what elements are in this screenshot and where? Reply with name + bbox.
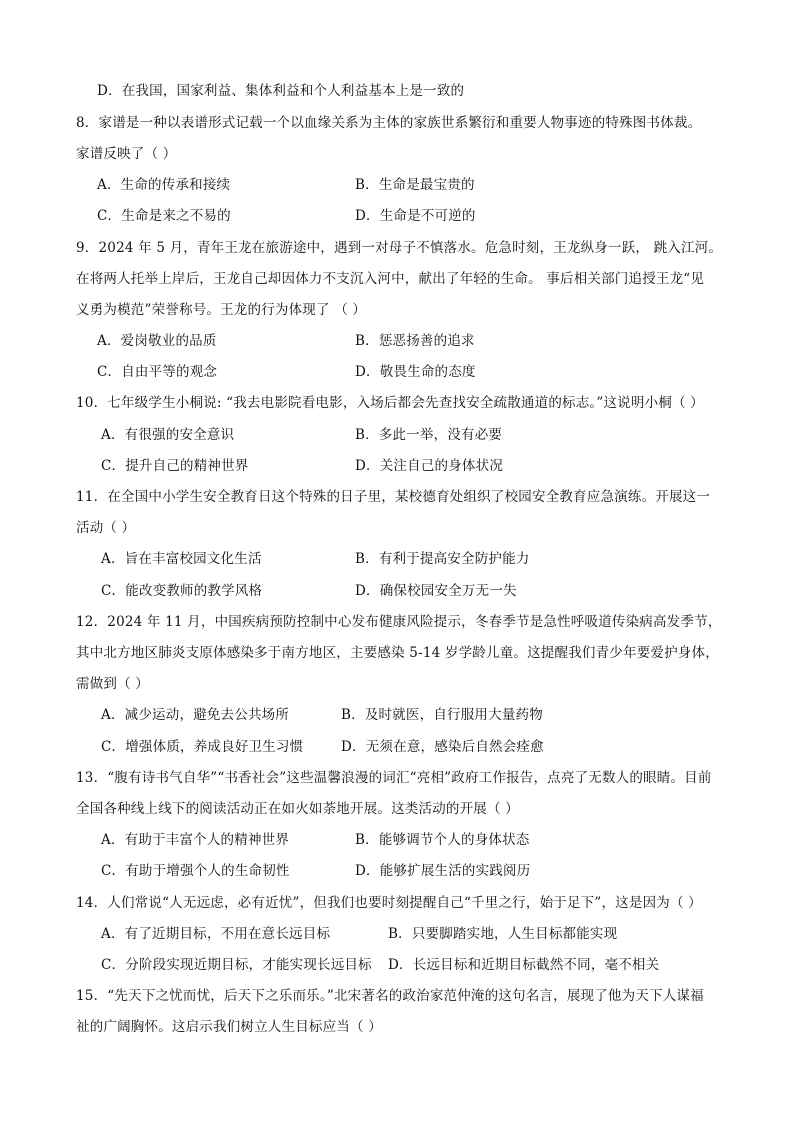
q10-option-b: B．多此一举，没有必要 <box>355 427 503 443</box>
q10-stem: 10．七年级学生小桐说: “我去电影院看电影，入场后都会先查找安全疏散通道的标志。”这说明小桐（ ） <box>76 395 704 411</box>
q12-stem: 需做到（ ） <box>76 676 149 692</box>
q10-option-d: D．关注自己的身体状况 <box>355 458 504 474</box>
q9-option-d: D．敬畏生命的态度 <box>355 364 476 380</box>
q13-stem: 全国各种线上线下的阅读活动正在如火如荼地开展。这类活动的开展（ ） <box>76 801 519 817</box>
q8-option-a: A．生命的传承和接续 <box>97 177 231 193</box>
q15-stem: 15．“先天下之忧而忧，后天下之乐而乐。”北宋著名的政治家范仲淹的这句名言，展现了他为天下人谋福 <box>76 988 704 1004</box>
q12-option-d: D．无须在意，感染后自然会痊愈 <box>341 739 544 755</box>
q12-option-b: B．及时就医，自行服用大量药物 <box>341 707 543 723</box>
q8-stem: 家谱反映了（ ） <box>76 146 177 162</box>
q13-option-a: A．有助于丰富个人的精神世界 <box>101 832 290 848</box>
q10-option-c: C．提升自己的精神世界 <box>101 458 249 474</box>
q8-stem: 8．家谱是一种以表谱形式记载一个以血缘关系为主体的家族世系繁衍和重要人物事迹的特殊图书体裁。 <box>76 115 702 131</box>
q11-option-b: B．有利于提高安全防护能力 <box>355 551 530 567</box>
q8-option-d: D．生命是不可逆的 <box>355 208 476 224</box>
q8-option-b: B．生命是最宝贵的 <box>355 177 475 193</box>
q13-option-c: C．有助于增强个人的生命韧性 <box>101 863 290 879</box>
q11-stem: 11．在全国中小学生安全教育日这个特殊的日子里，某校德育处组织了校园安全教育应急演练。开展这一 <box>76 489 711 505</box>
q8-option-c: C．生命是来之不易的 <box>97 208 231 224</box>
q12-option-a: A．减少运动，避免去公共场所 <box>101 707 290 723</box>
q9-option-b: B．惩恶扬善的追求 <box>355 333 475 349</box>
q10-option-a: A．有很强的安全意识 <box>101 427 235 443</box>
q14-option-c: C．分阶段实现近期目标，才能实现长远目标 <box>101 957 372 973</box>
q13-option-d: D．能够扩展生活的实践阅历 <box>355 863 531 879</box>
q9-stem: 义勇为模范”荣誉称号。王龙的行为体现了 （ ） <box>76 302 367 318</box>
q14-option-a: A．有了近期目标，不用在意长远目标 <box>101 926 331 942</box>
q12-option-c: C．增强体质，养成良好卫生习惯 <box>101 739 304 755</box>
q9-option-c: C．自由平等的观念 <box>97 364 218 380</box>
q13-option-b: B．能够调节个人的身体状态 <box>355 832 530 848</box>
q14-option-d: D．长远目标和近期目标截然不同，毫不相关 <box>388 957 660 973</box>
q9-stem: 9．2024 年 5 月，青年王龙在旅游途中，遇到一对母子不慎落水。危急时刻，王龙纵身一跃， 跳入江河。 <box>76 240 723 256</box>
q7-option-d: D．在我国，国家利益、集体利益和个人利益基本上是一致的 <box>97 83 465 99</box>
q9-option-a: A．爱岗敬业的品质 <box>97 333 217 349</box>
q11-option-d: D．确保校园安全万无一失 <box>355 583 517 599</box>
q11-option-c: C．能改变教师的教学风格 <box>101 583 263 599</box>
q15-stem: 祉的广阔胸怀。这启示我们树立人生目标应当（ ） <box>76 1019 382 1035</box>
q11-option-a: A．旨在丰富校园文化生活 <box>101 551 262 567</box>
q11-stem: 活动（ ） <box>76 520 136 536</box>
q12-stem: 其中北方地区肺炎支原体感染多于南方地区，主要感染 5-14 岁学龄儿童。这提醒我们青少年要爱护身体， <box>76 645 719 661</box>
q14-stem: 14．人们常说“人无远虑，必有近忧”，但我们也要时刻提醒自己“千里之行，始于足下”，这是因为（ ） <box>76 895 702 911</box>
q9-stem: 在将两人托举上岸后，王龙自己却因体力不支沉入河中，献出了年轻的生命。 事后相关部门追授王龙“见 <box>76 271 705 287</box>
q14-option-b: B．只要脚踏实地，人生目标都能实现 <box>388 926 618 942</box>
q13-stem: 13．“腹有诗书气自华”“书香社会”这些温馨浪漫的词汇“亮相”政府工作报告，点亮了无数人的眼睛。目前 <box>76 770 712 786</box>
q12-stem: 12．2024 年 11 月，中国疾病预防控制中心发布健康风险提示，冬春季节是急性呼吸道传染病高发季节， <box>76 614 722 630</box>
